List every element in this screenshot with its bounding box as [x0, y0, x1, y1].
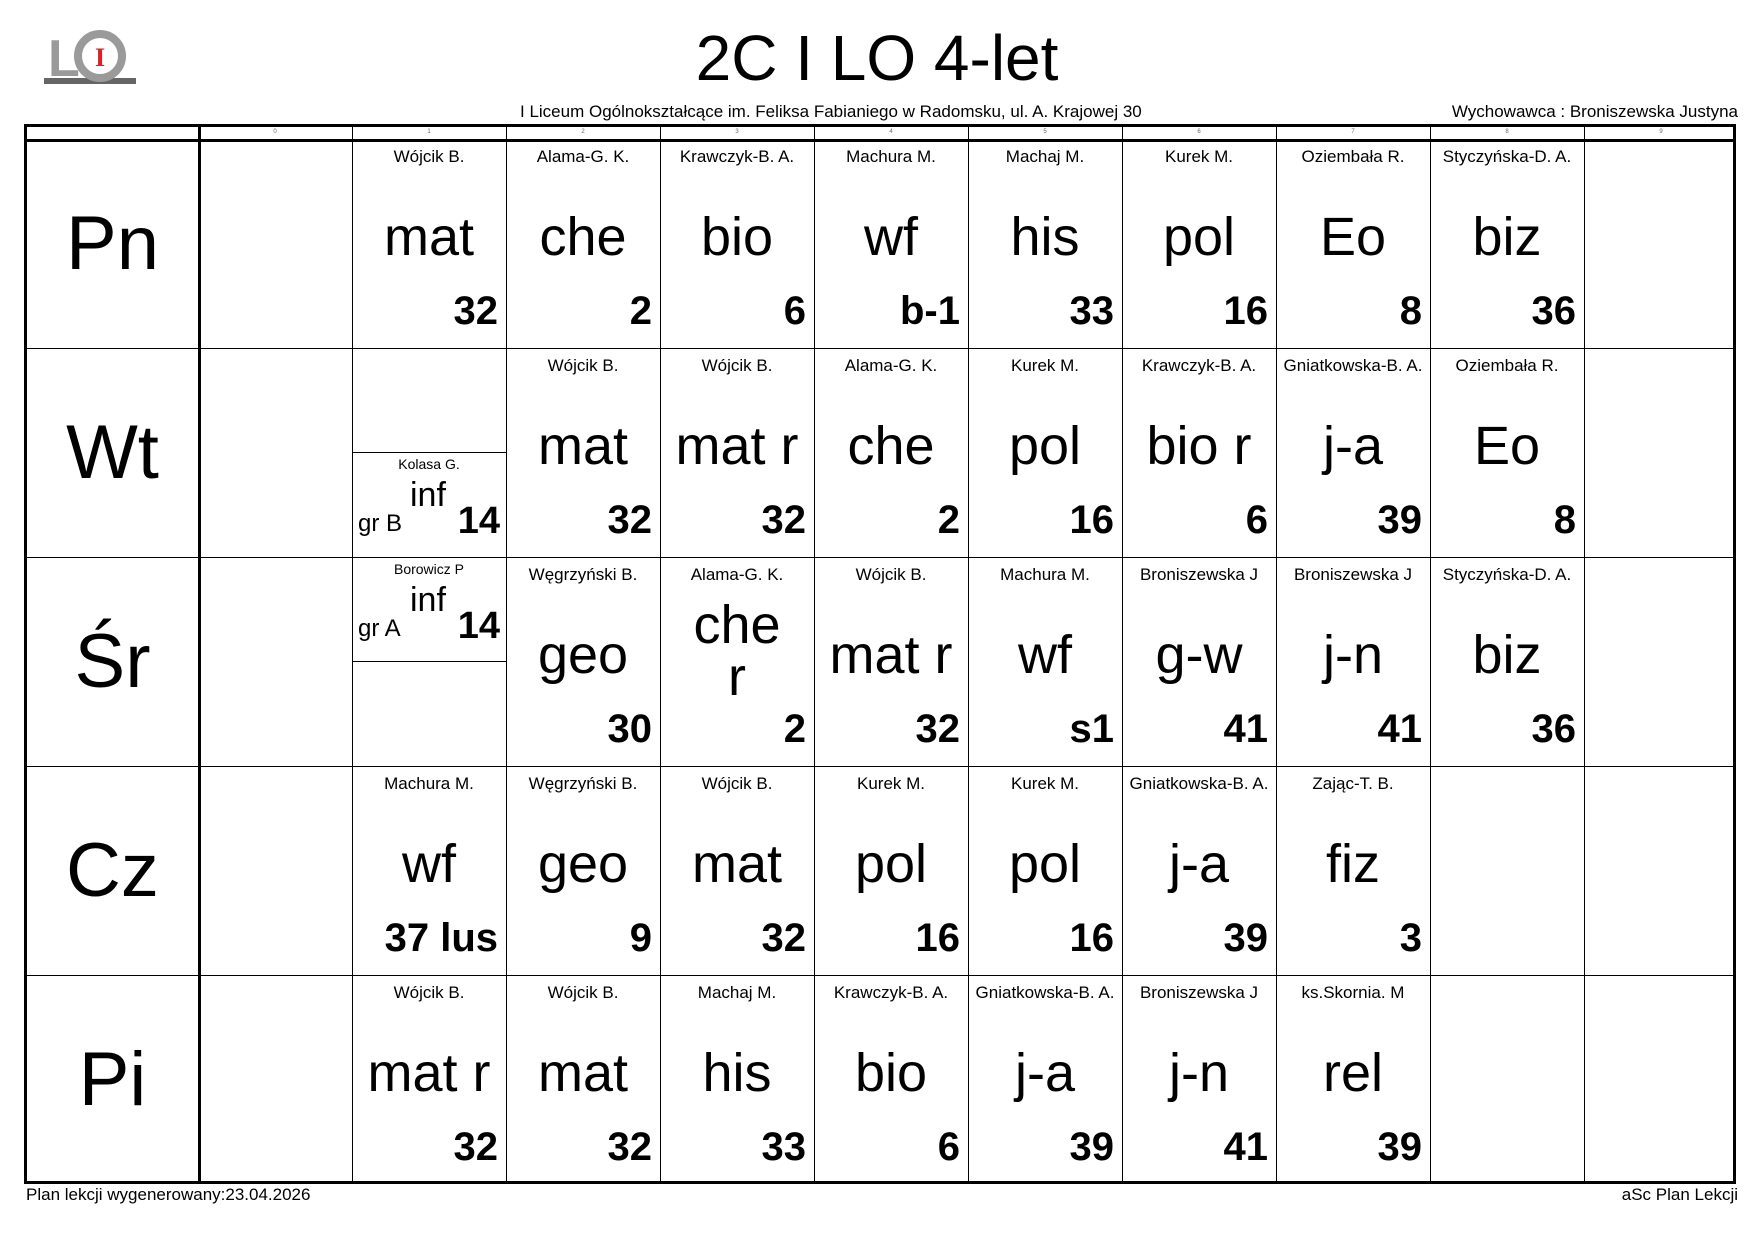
- svg-text:L: L: [48, 30, 80, 88]
- lesson-subject: biz: [1472, 207, 1542, 267]
- lesson-cell[interactable]: [1430, 557, 1584, 766]
- period-number: 8: [1505, 129, 1509, 135]
- lesson-room: 32: [761, 916, 806, 960]
- lesson-subject: che: [539, 207, 627, 267]
- lesson-teacher: Machura M.: [384, 774, 474, 793]
- lesson-subject: inf: [410, 476, 446, 514]
- lesson-cell[interactable]: [660, 139, 814, 348]
- lesson-teacher: Gniatkowska-B. A.: [1129, 774, 1269, 793]
- lesson-subject: j-a: [1168, 834, 1229, 894]
- lesson-teacher: Zając-T. B.: [1312, 774, 1394, 793]
- lesson-cell[interactable]: [352, 139, 506, 348]
- lesson-cell[interactable]: [660, 975, 814, 1184]
- lesson-room: 30: [607, 707, 652, 751]
- period-number: 2: [581, 129, 585, 135]
- lesson-cell[interactable]: [660, 557, 814, 766]
- lesson-room: 8: [1399, 289, 1422, 333]
- lesson-room: 32: [761, 498, 806, 542]
- lesson-teacher: Machura M.: [1000, 565, 1090, 584]
- lesson-teacher: Krawczyk-B. A.: [833, 983, 949, 1002]
- lesson-teacher: Kurek M.: [1010, 774, 1080, 793]
- lesson-subject: geo: [537, 834, 629, 894]
- lesson-subject: j-a: [1322, 416, 1383, 476]
- lesson-room: 33: [1069, 289, 1114, 333]
- lesson-room: 41: [1223, 707, 1268, 751]
- day-column-divider: [198, 127, 201, 1181]
- lesson-cell[interactable]: [506, 766, 660, 975]
- lesson-room: 6: [783, 289, 806, 333]
- lesson-room: b-1: [900, 289, 960, 333]
- lesson-room: 16: [1069, 498, 1114, 542]
- lesson-subject: his: [1010, 207, 1080, 267]
- lesson-room: 33: [761, 1125, 806, 1169]
- period-number: 6: [1197, 129, 1201, 135]
- lesson-teacher: Machaj M.: [1005, 147, 1085, 166]
- generated-date: Plan lekcji wygenerowany:23.04.2026: [26, 1185, 311, 1204]
- lesson-teacher: Wójcik B.: [393, 983, 465, 1002]
- lesson-teacher: Oziembała R.: [1301, 147, 1405, 166]
- lesson-cell[interactable]: [1276, 557, 1430, 766]
- period-number: 0: [273, 129, 277, 135]
- lesson-subject: fiz: [1326, 834, 1380, 894]
- lesson-teacher: Styczyńska-D. A.: [1442, 147, 1572, 166]
- lesson-teacher: Wójcik B.: [547, 983, 619, 1002]
- page-title: 2C I LO 4-let: [695, 22, 1059, 94]
- lesson-subject: che r: [693, 595, 781, 707]
- lesson-subject: mat: [383, 207, 475, 267]
- lesson-cell[interactable]: [1276, 766, 1430, 975]
- lesson-teacher: Węgrzyński B.: [528, 565, 638, 584]
- period-number: 5: [1043, 129, 1047, 135]
- lesson-room: 32: [607, 498, 652, 542]
- lesson-subject: geo: [537, 625, 629, 685]
- lesson-cell[interactable]: [814, 975, 968, 1184]
- lesson-teacher: Alama-G. K.: [690, 565, 784, 584]
- lesson-cell[interactable]: [1122, 348, 1276, 557]
- lesson-teacher: Gniatkowska-B. A.: [975, 983, 1115, 1002]
- split-divider: [352, 661, 506, 662]
- lesson-teacher: Broniszewska J: [1139, 983, 1259, 1002]
- lesson-subject: j-n: [1322, 625, 1383, 685]
- lesson-teacher: Kurek M.: [1010, 356, 1080, 375]
- lesson-teacher: Węgrzyński B.: [528, 774, 638, 793]
- lesson-cell[interactable]: [1122, 139, 1276, 348]
- lesson-subject: mat r: [829, 625, 953, 685]
- lesson-subject: pol: [1008, 834, 1082, 894]
- lesson-cell[interactable]: [352, 766, 506, 975]
- lesson-cell[interactable]: [1430, 139, 1584, 348]
- lesson-group: gr A: [358, 615, 401, 642]
- app-name: aSc Plan Lekcji: [1621, 1185, 1738, 1204]
- lesson-room: 9: [629, 916, 652, 960]
- lesson-subject: mat: [537, 1043, 629, 1103]
- class-teacher: Wychowawca : Broniszewska Justyna: [1451, 102, 1738, 121]
- lesson-teacher: Machaj M.: [697, 983, 777, 1002]
- lesson-teacher: Wójcik B.: [393, 147, 465, 166]
- lesson-subject: che: [847, 416, 935, 476]
- timetable-grid: [24, 124, 1736, 1184]
- lesson-room: 14: [457, 500, 500, 542]
- lesson-subject: wf: [864, 207, 918, 267]
- lesson-subject: biz: [1472, 625, 1542, 685]
- lesson-subject: j-a: [1014, 1043, 1075, 1103]
- lesson-teacher: Kurek M.: [856, 774, 926, 793]
- lesson-cell[interactable]: [1122, 975, 1276, 1184]
- lesson-subject: Eo: [1319, 207, 1387, 267]
- lesson-cell[interactable]: [968, 975, 1122, 1184]
- lesson-cell[interactable]: [506, 975, 660, 1184]
- lesson-subject: wf: [402, 834, 456, 894]
- lesson-cell[interactable]: [968, 348, 1122, 557]
- lesson-cell[interactable]: [814, 139, 968, 348]
- lesson-teacher: Borowicz P: [393, 561, 465, 577]
- lesson-subject: bio r: [1146, 416, 1252, 476]
- period-number: 4: [889, 129, 893, 135]
- lesson-teacher: Alama-G. K.: [844, 356, 938, 375]
- lesson-cell[interactable]: [660, 348, 814, 557]
- period-number: 1: [427, 129, 431, 135]
- lesson-teacher: Machura M.: [846, 147, 936, 166]
- lesson-room: 2: [783, 707, 806, 751]
- lesson-cell[interactable]: [1122, 557, 1276, 766]
- lesson-cell[interactable]: [1122, 766, 1276, 975]
- lesson-subject: Eo: [1473, 416, 1541, 476]
- lesson-room: 2: [937, 498, 960, 542]
- lesson-room: 16: [1069, 916, 1114, 960]
- lesson-room: 16: [915, 916, 960, 960]
- lesson-teacher: Wójcik B.: [701, 774, 773, 793]
- lesson-subject: j-n: [1168, 1043, 1229, 1103]
- lesson-room: 14: [457, 605, 500, 647]
- lesson-cell[interactable]: [814, 766, 968, 975]
- lesson-subject: bio: [854, 1043, 928, 1103]
- lesson-room: 32: [453, 1125, 498, 1169]
- lesson-subject: rel: [1322, 1043, 1383, 1103]
- period-column-divider: [1584, 127, 1585, 1181]
- lesson-cell[interactable]: [506, 348, 660, 557]
- lesson-teacher: Alama-G. K.: [536, 147, 630, 166]
- lesson-room: s1: [1069, 707, 1114, 751]
- lesson-subject: pol: [1008, 416, 1082, 476]
- lesson-cell[interactable]: [506, 139, 660, 348]
- group-lesson[interactable]: [352, 557, 506, 661]
- lesson-teacher: Wójcik B.: [701, 356, 773, 375]
- lesson-room: 41: [1223, 1125, 1268, 1169]
- day-label: Pn: [66, 201, 159, 286]
- lesson-room: 39: [1223, 916, 1268, 960]
- lesson-cell[interactable]: [968, 139, 1122, 348]
- lesson-room: 16: [1223, 289, 1268, 333]
- day-label: Wt: [66, 410, 159, 495]
- lesson-cell[interactable]: [968, 557, 1122, 766]
- lesson-teacher: Styczyńska-D. A.: [1442, 565, 1572, 584]
- lesson-teacher: Wójcik B.: [855, 565, 927, 584]
- lesson-teacher: Broniszewska J: [1139, 565, 1259, 584]
- lesson-cell[interactable]: [506, 557, 660, 766]
- lesson-cell[interactable]: [968, 766, 1122, 975]
- lesson-room: 36: [1531, 289, 1576, 333]
- lesson-subject: mat: [537, 416, 629, 476]
- lesson-subject: g-w: [1155, 625, 1243, 685]
- lesson-cell[interactable]: [814, 557, 968, 766]
- lesson-subject: wf: [1018, 625, 1072, 685]
- lesson-room: 32: [915, 707, 960, 751]
- lesson-cell[interactable]: [1276, 139, 1430, 348]
- lesson-teacher: Kurek M.: [1164, 147, 1234, 166]
- lesson-teacher: Gniatkowska-B. A.: [1283, 356, 1423, 375]
- lesson-room: 8: [1553, 498, 1576, 542]
- lesson-cell[interactable]: [1276, 975, 1430, 1184]
- lesson-room: 39: [1377, 498, 1422, 542]
- lesson-teacher: Oziembała R.: [1455, 356, 1559, 375]
- lesson-room: 39: [1377, 1125, 1422, 1169]
- lesson-subject: pol: [1162, 207, 1236, 267]
- lesson-subject: mat r: [367, 1043, 491, 1103]
- period-number: 3: [735, 129, 739, 135]
- lesson-cell[interactable]: [814, 348, 968, 557]
- lesson-teacher: Kolasa G.: [398, 456, 460, 472]
- day-label: Śr: [74, 619, 151, 704]
- period-number: 7: [1351, 129, 1355, 135]
- lesson-cell[interactable]: [1430, 348, 1584, 557]
- lesson-cell[interactable]: [352, 975, 506, 1184]
- lesson-room: 6: [1245, 498, 1268, 542]
- day-label: Cz: [66, 828, 159, 913]
- lesson-cell[interactable]: [1276, 348, 1430, 557]
- lesson-subject: mat r: [675, 416, 799, 476]
- lesson-room: 3: [1399, 916, 1422, 960]
- school-name: I Liceum Ogólnokształcące im. Feliksa Fabianiego w Radomsku, ul. A. Krajowej 30: [520, 102, 1142, 121]
- lesson-room: 37 lus: [384, 916, 498, 960]
- lesson-room: 32: [453, 289, 498, 333]
- svg-text:I: I: [94, 43, 106, 72]
- lesson-subject: bio: [700, 207, 774, 267]
- lesson-group: gr B: [358, 510, 403, 537]
- lesson-teacher: Krawczyk-B. A.: [679, 147, 795, 166]
- period-number: 9: [1659, 129, 1663, 135]
- lesson-teacher: Krawczyk-B. A.: [1141, 356, 1257, 375]
- lesson-room: 32: [607, 1125, 652, 1169]
- lesson-subject: pol: [854, 834, 928, 894]
- lesson-teacher: Wójcik B.: [547, 356, 619, 375]
- lesson-subject: inf: [410, 581, 446, 619]
- lesson-cell[interactable]: [352, 557, 506, 766]
- lesson-room: 41: [1377, 707, 1422, 751]
- lesson-room: 39: [1069, 1125, 1114, 1169]
- lesson-teacher: ks.Skornia. M: [1301, 983, 1405, 1002]
- lesson-cell[interactable]: [352, 348, 506, 557]
- lesson-room: 36: [1531, 707, 1576, 751]
- lesson-teacher: Broniszewska J: [1293, 565, 1413, 584]
- group-lesson[interactable]: [352, 452, 506, 556]
- lesson-room: 2: [629, 289, 652, 333]
- lesson-subject: mat: [691, 834, 783, 894]
- lesson-cell[interactable]: [660, 766, 814, 975]
- lesson-room: 6: [937, 1125, 960, 1169]
- day-label: Pi: [78, 1037, 147, 1122]
- lesson-subject: his: [702, 1043, 772, 1103]
